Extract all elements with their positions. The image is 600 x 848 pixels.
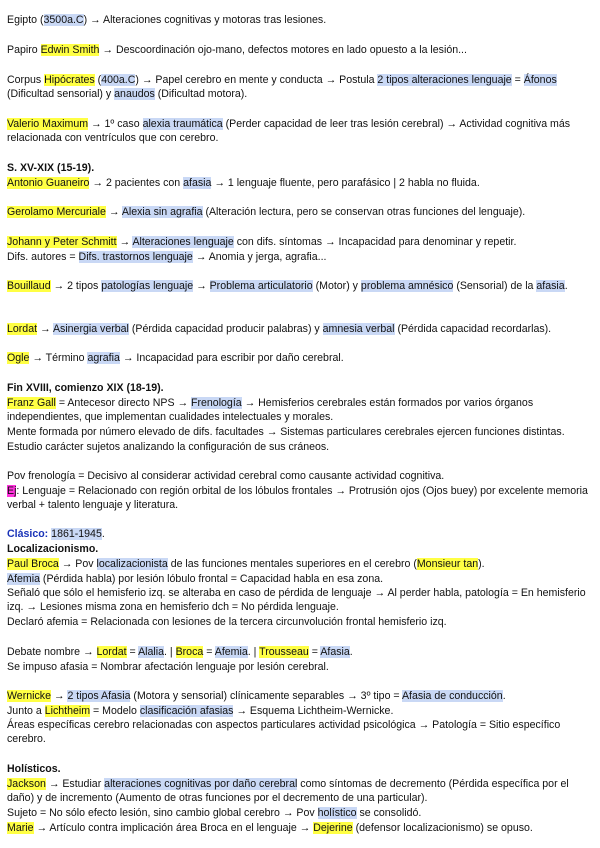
section-heading-fin-xviii: Fin XVIII, comienzo XIX (18-19). [7, 382, 164, 394]
text-run: de las funciones mentales superiores en el cerebro ( [167, 558, 417, 570]
text-run: (Alteración lectura, pero se conservan otras funciones del lenguaje). [202, 206, 526, 218]
highlight-term: afasia [536, 280, 565, 292]
highlight-term: Alteraciones lenguaje [132, 236, 234, 248]
paragraph-papiro-edwin-smith [7, 43, 592, 57]
text-run: Debate nombre → [7, 646, 97, 658]
text-run: Estudio carácter sujetos analizando la configuración de sus cráneos. [7, 441, 330, 453]
section-heading-holisticos: Holísticos. [7, 763, 61, 775]
paragraph-mente-formada [7, 425, 592, 439]
text-run: (Dificultad motora). [154, 88, 248, 100]
text-run: = Modelo [90, 705, 140, 717]
text-run: = [308, 646, 321, 658]
text-run: . | [247, 646, 260, 658]
text-run: (Pérdida habla) por lesión lóbulo frontal = Capacidad habla en esa zona. [39, 573, 384, 585]
highlight-term: Afasia de conducción [401, 690, 503, 702]
text-run: ) → Alteraciones cognitivas y motoras tras lesiones. [83, 14, 327, 26]
text-run: . [564, 280, 568, 292]
text-run: = [126, 646, 139, 658]
highlight-term: Frenología [191, 397, 242, 409]
text-run: → [105, 206, 122, 218]
text-run: Junto a [7, 705, 45, 717]
text-run: ) → Papel cerebro en mente y conducta → Postula [135, 74, 378, 86]
text-run: (Motor) y [312, 280, 361, 292]
paragraph-franz-gall [7, 396, 592, 424]
highlight-name: Franz Gall [7, 397, 56, 409]
text-run: Señaló que sólo el hemisferio izq. se alteraba en caso de pérdida de lenguaje → Al perder habla, patología = En hemisferio izq. → Lesiones misma zona en hemisferio dch = No pérdida lenguaje. [7, 587, 586, 613]
text-run: → Artículo contra implicación área Broca en el lenguaje → [33, 822, 314, 834]
text-run: → 2 tipos [50, 280, 102, 292]
paragraph-bouillaud [7, 279, 592, 293]
text-run: se consolidó. [356, 807, 422, 819]
highlight-term: 1861-1945 [51, 528, 102, 540]
text-run: → [50, 690, 68, 702]
highlight-term: Problema articulatorio [209, 280, 313, 292]
label-clasico: Clásico: [7, 528, 49, 540]
text-run: → Término [29, 352, 88, 364]
text-run: (Motora y sensorial) clínicamente separables → 3º tipo = [130, 690, 402, 702]
paragraph-pov-frenologia [7, 469, 592, 483]
highlight-term: amnesia verbal [322, 323, 395, 335]
highlight-term: 2 tipos Afasia [67, 690, 131, 702]
paragraph-ogle [7, 351, 592, 365]
text-run: → Incapacidad para escribir por daño cerebral. [119, 352, 344, 364]
text-run: → Estudiar [45, 778, 105, 790]
highlight-term: alexia traumática [142, 118, 223, 130]
highlight-name: Hipócrates [44, 74, 95, 86]
highlight-name: Lordat [7, 323, 38, 335]
text-run: Papiro [7, 44, 41, 56]
highlight-name: Wernicke [7, 690, 51, 702]
section-heading-localizacionismo: Localizacionismo. [7, 543, 99, 555]
text-run: = [511, 74, 524, 86]
text-run: como síntomas de decremento (Pérdida específica por el daño) y de incremento (Aumento de otras funciones por el decremento de una particular). [7, 778, 569, 804]
text-run: = [203, 646, 215, 658]
highlight-term: localizacionista [96, 558, 168, 570]
highlight-name: Edwin Smith [40, 44, 100, 56]
paragraph-debate-nombre [7, 645, 592, 659]
text-run: ). [478, 558, 485, 570]
highlight-name: Lichtheim [44, 705, 91, 717]
text-run: Áreas específicas cerebro relacionadas con aspectos particulares actividad psicológica → Patología = Sitio específico cerebro. [7, 719, 561, 745]
text-run: → Esquema Lichtheim-Wernicke. [233, 705, 394, 717]
highlight-term: alteraciones cognitivas por daño cerebral [104, 778, 298, 790]
paragraph-difs-autores [7, 250, 592, 264]
text-run: → Hemisferios cerebrales están formados por varios órganos independientes, que implementan cualidades intelectuales y morales. [7, 397, 534, 423]
paragraph-ej-lenguaje [7, 484, 592, 512]
text-run: Pov frenología = Decisivo al considerar actividad cerebral como causante actividad cognitiva. [7, 470, 445, 482]
highlight-term: Difs. trastornos lenguaje [78, 251, 193, 263]
section-heading-xv-xix: S. XV-XIX (15-19). [7, 162, 95, 174]
paragraph-afemia [7, 572, 592, 586]
text-run: : Lenguaje = Relacionado con región orbital de los lóbulos frontales → Protrusión ojos (Ojos buey) por excelente memoria verbal + talento lenguaje y literatura. [7, 485, 588, 511]
paragraph-corpus-hipocrates [7, 73, 592, 101]
highlight-term: Afemia [7, 573, 40, 585]
text-run: → [116, 236, 133, 248]
highlight-name: Ogle [7, 352, 30, 364]
paragraph-mercuriale [7, 205, 592, 219]
paragraph-valerio-maximum [7, 117, 592, 145]
paragraph-clasico [7, 527, 592, 541]
text-run: . [101, 528, 105, 540]
paragraph-se-impuso-afasia [7, 660, 592, 674]
paragraph-sujeto [7, 806, 592, 820]
paragraph-schmitt [7, 235, 592, 249]
paragraph-hemisferio-izq [7, 586, 592, 614]
highlight-name: Lordat [96, 646, 127, 658]
text-run: ( [94, 74, 102, 86]
highlight-term: Áfonos [523, 74, 557, 86]
paragraph-lichtheim [7, 704, 592, 718]
highlight-name: Antonio Guaneiro [7, 177, 90, 189]
text-run: = Antecesor directo NPS → [55, 397, 192, 409]
text-run: (Perder capacidad de leer tras lesión cerebral) → Actividad cognitiva más relacionada con ventrículos que con cerebro. [7, 118, 571, 144]
text-run: → 1 lenguaje fluente, pero parafásico | 2 habla no fluida. [211, 177, 480, 189]
text-run: → Descoordinación ojo-mano, defectos motores en lado opuesto a la lesión... [99, 44, 467, 56]
highlight-term: clasificación afasias [139, 705, 234, 717]
text-run: Sujeto = No sólo efecto lesión, sino cambio global cerebro → Pov [7, 807, 318, 819]
highlight-name: Monsieur tan [416, 558, 479, 570]
paragraph-jackson [7, 777, 592, 805]
highlight-term: 2 tipos alteraciones lenguaje [377, 74, 512, 86]
highlight-name: Broca [175, 646, 204, 658]
text-run: . [349, 646, 353, 658]
paragraph-lordat [7, 322, 592, 336]
highlight-name: Jackson [7, 778, 46, 790]
highlight-name: Trousseau [259, 646, 309, 658]
highlight-name: Valerio Maximum [7, 118, 89, 130]
highlight-term: Afasia [320, 646, 350, 658]
text-run: → Pov [58, 558, 97, 570]
highlight-name: Bouillaud [7, 280, 51, 292]
text-run: → Anomia y jerga, agrafia... [192, 251, 327, 263]
text-run: (Pérdida capacidad producir palabras) y [128, 323, 323, 335]
text-run: (Sensorial) de la [453, 280, 537, 292]
text-run: (defensor localizacionismo) se opuso. [352, 822, 533, 834]
highlight-term: afasia [183, 177, 212, 189]
paragraph-guaneiro [7, 176, 592, 190]
highlight-name: Dejerine [313, 822, 353, 834]
highlight-term: Alexia sin agrafia [121, 206, 203, 218]
paragraph-egipto [7, 13, 592, 27]
highlight-term: patologías lenguaje [101, 280, 194, 292]
paragraph-paul-broca [7, 557, 592, 571]
highlight-term: anaudos [114, 88, 155, 100]
paragraph-wernicke [7, 689, 592, 703]
text-run: → 2 pacientes con [89, 177, 184, 189]
highlight-term: holístico [317, 807, 357, 819]
highlight-name: Johann y Peter Schmitt [7, 236, 117, 248]
paragraph-marie [7, 821, 592, 835]
highlight-example: Ej [7, 485, 17, 497]
text-run: Egipto ( [7, 14, 44, 26]
text-run: con difs. síntomas → Incapacidad para denominar y repetir. [233, 236, 517, 248]
text-run: (Pérdida capacidad recordarlas). [394, 323, 552, 335]
text-run: . | [163, 646, 176, 658]
highlight-term: problema amnésico [360, 280, 454, 292]
text-run: . [502, 690, 506, 702]
paragraph-areas-especificas [7, 718, 592, 746]
highlight-term: Afemia [214, 646, 248, 658]
highlight-name: Gerolamo Mercuriale [7, 206, 106, 218]
highlight-term: Asinergia verbal [52, 323, 129, 335]
text-run: Mente formada por número elevado de difs. facultades → Sistemas particulares cerebrales ejercen funciones distintas. [7, 426, 565, 438]
text-run: Se impuso afasia = Nombrar afectación lenguaje por lesión cerebral. [7, 661, 329, 673]
highlight-term: 3500a.C [43, 14, 84, 26]
text-run: Corpus [7, 74, 45, 86]
highlight-term: agrafia [87, 352, 120, 364]
text-run: → 1º caso [88, 118, 143, 130]
text-run: Difs. autores = [7, 251, 79, 263]
highlight-name: Paul Broca [7, 558, 59, 570]
text-run: (Dificultad sensorial) y [7, 88, 115, 100]
text-run: → [193, 280, 210, 292]
text-run: → [37, 323, 53, 335]
highlight-name: Marie [7, 822, 34, 834]
paragraph-declaro-afemia [7, 615, 592, 629]
paragraph-estudio-caracter [7, 440, 592, 454]
text-run: Declaró afemia = Relacionada con lesiones de la tercera circunvolución frontal hemisferio izq. [7, 616, 447, 628]
highlight-term: 400a.C [101, 74, 136, 86]
highlight-term: Alalia [138, 646, 164, 658]
